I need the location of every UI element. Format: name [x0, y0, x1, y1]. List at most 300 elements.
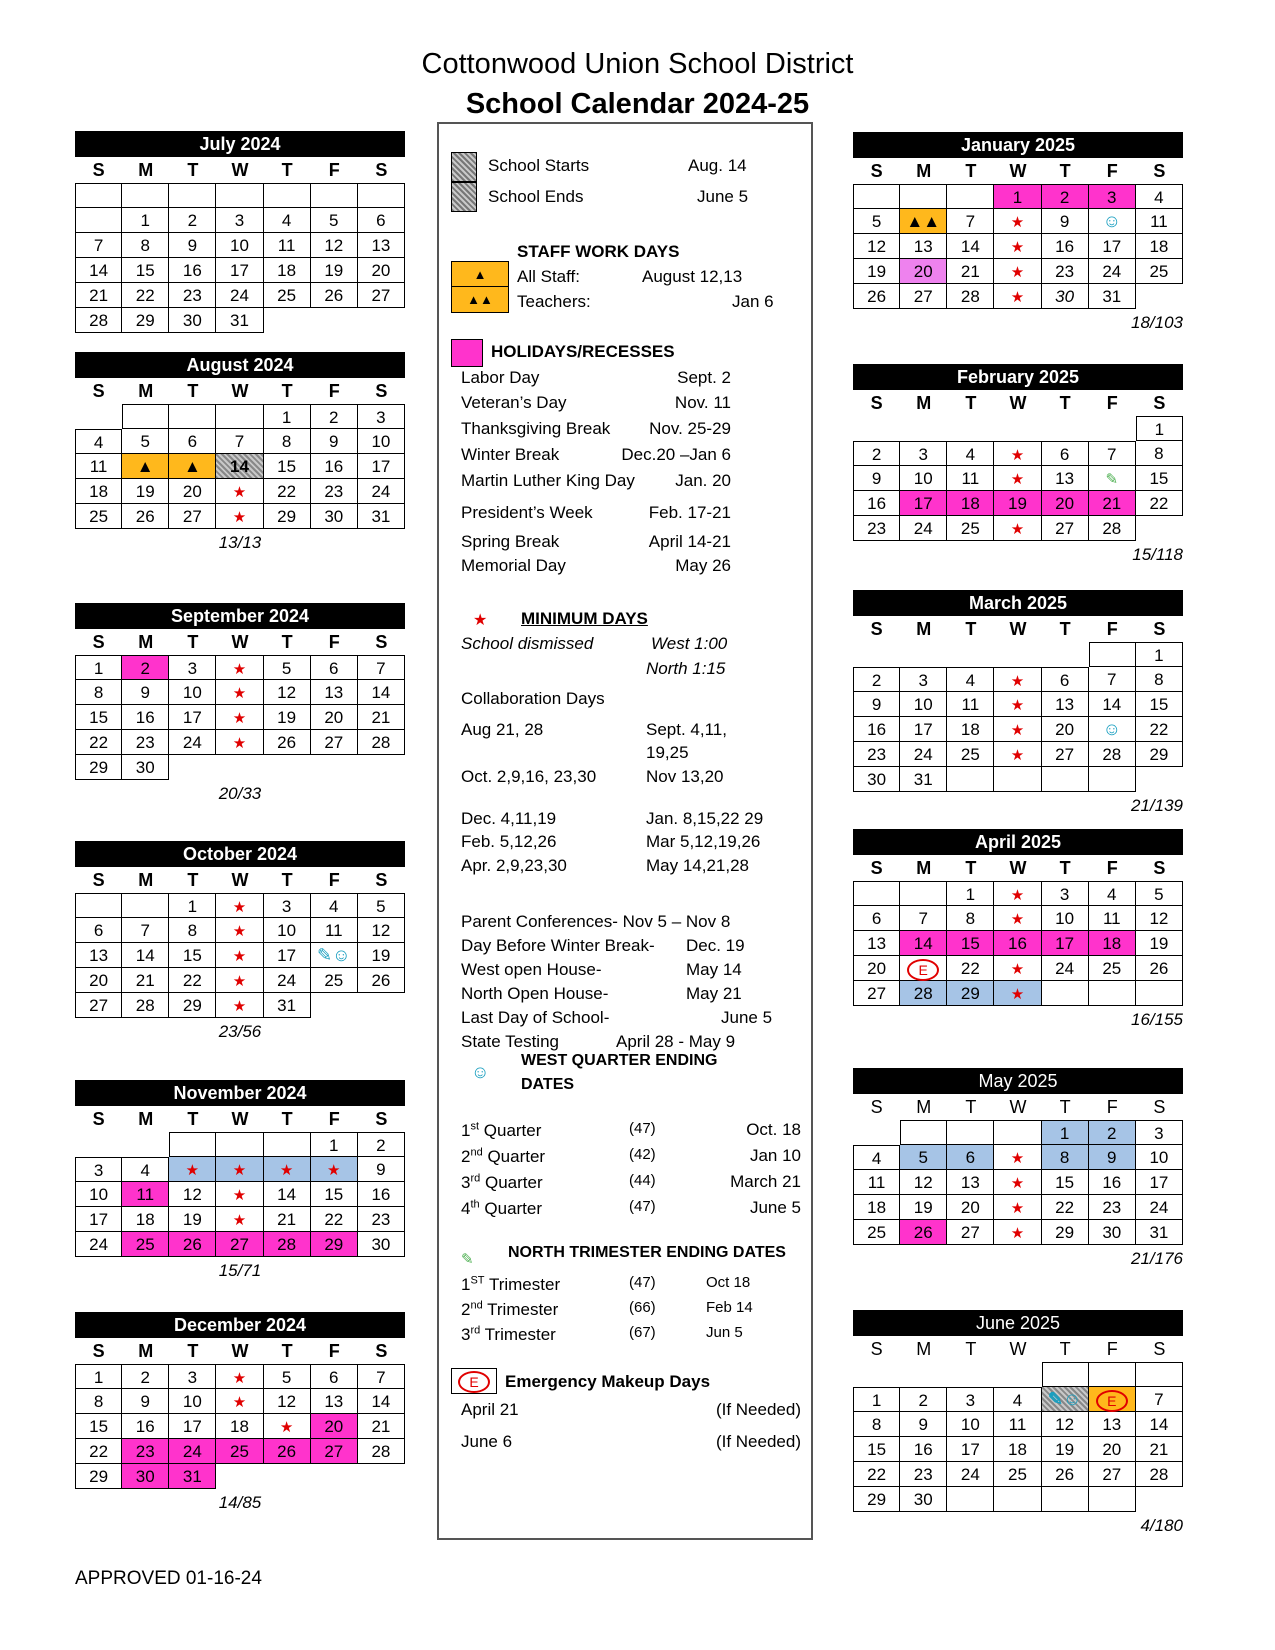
day-cell — [1136, 416, 1183, 441]
day-cell — [169, 283, 216, 308]
weekday-label: F — [328, 1341, 340, 1361]
weekday-label: F — [328, 632, 340, 652]
day-cell — [311, 1232, 358, 1257]
day-cell — [216, 308, 263, 333]
day-number: 1 — [965, 885, 976, 904]
day-number: 4 — [281, 211, 292, 230]
day-cell — [1042, 209, 1089, 234]
day-cell — [900, 516, 947, 541]
day-cell — [122, 730, 169, 755]
day-number: 15 — [1149, 695, 1169, 714]
event-name: North Open House- — [461, 984, 609, 1003]
day-cell — [358, 680, 405, 705]
day-cell — [900, 234, 947, 259]
day-number: 19 — [182, 1210, 202, 1229]
day-number: 21 — [371, 1417, 391, 1436]
trimester-word: Trimester — [487, 1299, 559, 1319]
day-cell — [122, 893, 169, 918]
day-number: 3 — [93, 1161, 104, 1180]
minimum-day-star-icon: ★ — [232, 1370, 247, 1387]
event-date: May 21 — [686, 984, 742, 1003]
day-number: 1 — [871, 1391, 882, 1410]
school-starts-label: School Starts — [488, 156, 590, 175]
empty-slot — [358, 1464, 405, 1489]
weekday-label: T — [1059, 1339, 1071, 1359]
days-count: 23/56 — [218, 1022, 262, 1041]
day-number: 28 — [89, 311, 109, 330]
event-row — [461, 912, 801, 932]
day-number: 22 — [867, 1465, 887, 1484]
day-number: 27 — [960, 1223, 980, 1242]
day-number: 19 — [867, 262, 887, 281]
day-cell — [1089, 717, 1136, 742]
minimum-days-title: MINIMUM DAYS — [521, 609, 648, 628]
day-cell — [947, 209, 994, 234]
quarter-date: June 5 — [749, 1198, 801, 1217]
day-number: 8 — [871, 1415, 882, 1434]
day-number: 4 — [140, 1161, 150, 1180]
day-cell — [311, 429, 358, 454]
day-cell — [994, 956, 1041, 981]
event-name: Parent Conferences- Nov 5 – Nov 8 — [461, 912, 731, 931]
weekday-label: S — [870, 858, 883, 878]
weekday-header — [75, 1106, 405, 1132]
day-cell — [311, 1389, 358, 1414]
day-number: 23 — [1055, 262, 1075, 281]
weekday-label: T — [281, 870, 293, 890]
day-number: 5 — [871, 212, 882, 231]
day-cell — [122, 705, 169, 730]
day-cell — [994, 209, 1041, 234]
quarter-label — [461, 1199, 542, 1218]
day-number: 25 — [1008, 1465, 1027, 1484]
weekday-label: S — [870, 1097, 883, 1117]
day-cell — [1089, 441, 1136, 466]
day-number: 21 — [960, 262, 980, 281]
day-cell — [75, 1464, 122, 1489]
day-cell — [216, 183, 263, 208]
holiday-row — [461, 556, 791, 576]
day-number: 15 — [89, 1417, 109, 1436]
day-number: 5 — [281, 1368, 292, 1387]
day-cell — [122, 918, 169, 943]
minimum-day-star-icon: ★ — [1010, 887, 1025, 904]
day-cell — [358, 1389, 405, 1414]
day-cell — [853, 1462, 900, 1487]
day-cell — [75, 1207, 122, 1232]
empty-slot — [1042, 642, 1089, 667]
quarter-label — [461, 1147, 545, 1166]
event-row — [461, 960, 801, 980]
day-cell — [1089, 767, 1136, 792]
day-number: 29 — [182, 996, 202, 1015]
day-cell — [169, 1157, 216, 1182]
day-number: 29 — [1149, 745, 1169, 764]
day-cell — [169, 893, 216, 918]
month-may — [853, 1068, 1183, 1269]
empty-slot — [311, 308, 358, 333]
day-cell — [1042, 1387, 1089, 1412]
day-number: 18 — [960, 720, 980, 739]
day-cell — [358, 1414, 405, 1439]
day-number: 17 — [913, 720, 933, 739]
empty-slot — [1136, 767, 1183, 792]
day-cell — [358, 479, 405, 504]
day-number: 21 — [371, 708, 391, 727]
day-cell — [994, 1145, 1041, 1170]
school-dismissed-label: School dismissed — [461, 634, 594, 653]
day-cell — [122, 1414, 169, 1439]
collaboration-row — [461, 832, 801, 852]
day-cell — [169, 655, 216, 680]
minimum-day-star-icon: ★ — [232, 661, 247, 678]
weekday-label: F — [1106, 393, 1118, 413]
day-cell — [216, 1182, 263, 1207]
day-cell — [994, 491, 1041, 516]
day-cell — [853, 1412, 900, 1437]
weekday-label: F — [1106, 619, 1118, 639]
month-title: September 2024 — [75, 603, 405, 629]
day-cell — [122, 680, 169, 705]
month-january — [853, 132, 1183, 333]
day-cell — [853, 259, 900, 284]
day-cell — [358, 705, 405, 730]
day-cell — [216, 1132, 263, 1157]
empty-slot — [1136, 284, 1183, 309]
weekday-label: S — [92, 160, 105, 180]
day-number: 23 — [371, 1210, 391, 1229]
day-number: 29 — [1055, 1223, 1075, 1242]
trimester-days: (47) — [629, 1274, 656, 1291]
empty-slot — [947, 416, 994, 441]
day-number: 20 — [913, 262, 933, 281]
day-number: 10 — [277, 921, 297, 940]
day-cell — [994, 1437, 1041, 1462]
day-number: 18 — [230, 1417, 249, 1436]
weekday-label: F — [328, 160, 340, 180]
trimester-days: (66) — [629, 1299, 656, 1316]
day-number: 4 — [1154, 188, 1164, 207]
day-cell — [947, 516, 994, 541]
day-cell — [75, 1157, 122, 1182]
day-cell — [900, 742, 947, 767]
day-cell — [311, 1182, 358, 1207]
all-staff-date: August 12,13 — [642, 267, 743, 286]
day-number: 22 — [1149, 720, 1169, 739]
collaboration-days-title: Collaboration Days — [461, 689, 605, 708]
day-cell — [994, 667, 1041, 692]
holidays-title: HOLIDAYS/RECESSES — [491, 342, 675, 361]
day-cell — [853, 516, 900, 541]
days-count: 14/85 — [218, 1493, 262, 1512]
day-cell — [216, 918, 263, 943]
day-cell — [947, 466, 994, 491]
day-cell — [75, 918, 122, 943]
day-number: 7 — [918, 909, 928, 928]
day-number: 23 — [324, 482, 344, 501]
day-cell — [1042, 1120, 1089, 1145]
collaboration-left: Oct. 2,9,16, 23,30 — [461, 767, 597, 786]
day-cell — [169, 943, 216, 968]
day-number: 2 — [918, 1391, 928, 1410]
collaboration-right: May 14,21,28 — [646, 856, 750, 875]
month-february — [853, 364, 1183, 565]
day-number: 2 — [140, 1368, 150, 1387]
weekday-label: S — [1153, 1097, 1166, 1117]
pen-smiley-icon: ✎☺ — [1047, 1389, 1082, 1409]
day-cell — [1042, 1195, 1089, 1220]
day-number: 1 — [1154, 646, 1164, 665]
event-row — [461, 984, 801, 1004]
day-cell — [1136, 1437, 1183, 1462]
day-cell — [1042, 1487, 1089, 1512]
day-number: 24 — [182, 1442, 202, 1461]
day-cell — [216, 454, 263, 479]
weekday-label: W — [231, 1109, 249, 1129]
day-number: 25 — [89, 507, 109, 526]
day-cell — [75, 429, 122, 454]
day-cell — [216, 1389, 263, 1414]
day-cell — [947, 1120, 994, 1145]
empty-slot — [75, 404, 122, 429]
day-number: 18 — [1149, 237, 1169, 256]
empty-slot — [1136, 516, 1183, 541]
day-grid — [853, 642, 1183, 792]
day-cell — [853, 1437, 900, 1462]
day-cell — [264, 208, 311, 233]
weekday-label: S — [92, 1109, 105, 1129]
day-number: 1 — [1059, 1124, 1070, 1143]
day-cell — [900, 667, 947, 692]
day-number: 3 — [1107, 188, 1117, 207]
day-number: 9 — [871, 695, 882, 714]
day-number: 2 — [376, 1136, 386, 1155]
empty-slot — [994, 416, 1041, 441]
day-number: 15 — [277, 457, 297, 476]
day-cell — [75, 283, 122, 308]
day-cell — [311, 1132, 358, 1157]
day-cell — [1089, 667, 1136, 692]
weekday-label: T — [281, 1341, 293, 1361]
day-cell — [1089, 1362, 1136, 1387]
trimester-row — [461, 1299, 801, 1320]
day-number: 29 — [89, 1467, 109, 1486]
day-cell — [853, 1487, 900, 1512]
day-cell — [75, 1414, 122, 1439]
school-ends-date: June 5 — [697, 187, 749, 206]
west-quarter-title-line1: WEST QUARTER ENDING — [521, 1052, 718, 1069]
day-cell — [264, 404, 311, 429]
holiday-date: Feb. 17-21 — [648, 503, 731, 522]
day-cell — [264, 183, 311, 208]
day-cell — [1089, 234, 1136, 259]
day-cell — [1089, 1412, 1136, 1437]
day-cell — [1089, 1462, 1136, 1487]
day-number: 21 — [89, 286, 109, 305]
minimum-day-star-icon: ★ — [232, 973, 247, 990]
day-cell — [216, 893, 263, 918]
day-number: 23 — [1102, 1198, 1122, 1217]
day-cell — [122, 1364, 169, 1389]
day-cell — [264, 1364, 311, 1389]
weekday-label: W — [231, 870, 249, 890]
day-number: 8 — [93, 1392, 104, 1411]
weekday-label: T — [187, 632, 199, 652]
day-cell — [1136, 881, 1183, 906]
trimester-date: Jun 5 — [706, 1324, 743, 1341]
holiday-date: Nov. 11 — [674, 393, 731, 412]
day-cell — [122, 1232, 169, 1257]
day-number: 24 — [1055, 959, 1075, 978]
weekday-label: T — [281, 160, 293, 180]
day-cell — [1089, 1195, 1136, 1220]
day-cell — [122, 1207, 169, 1232]
day-number: 10 — [89, 1185, 109, 1204]
day-number: 22 — [960, 959, 980, 978]
day-cell — [358, 1364, 405, 1389]
day-number: 27 — [89, 996, 109, 1015]
trimester-word: Trimester — [484, 1324, 556, 1344]
day-cell — [1042, 516, 1089, 541]
day-number: 9 — [140, 1392, 150, 1411]
weekday-label: S — [375, 870, 388, 890]
day-number: 13 — [1055, 695, 1075, 714]
quarter-suffix: th — [470, 1198, 480, 1210]
empty-slot — [1136, 1487, 1183, 1512]
day-number: 3 — [234, 211, 245, 230]
day-cell — [122, 1389, 169, 1414]
emergency-day-icon: E — [1096, 1390, 1128, 1412]
day-number: 3 — [187, 1368, 198, 1387]
day-cell — [311, 479, 358, 504]
day-cell — [216, 680, 263, 705]
day-cell — [75, 183, 122, 208]
event-row — [461, 936, 801, 956]
day-number: 1 — [93, 659, 104, 678]
day-number: 16 — [867, 720, 887, 739]
day-number: 25 — [324, 971, 344, 990]
day-cell — [1136, 931, 1183, 956]
empty-slot — [853, 1362, 900, 1387]
day-number: 19 — [1008, 494, 1027, 513]
minimum-day-star-icon: ★ — [1010, 747, 1025, 764]
day-number: 20 — [324, 708, 344, 727]
day-number: 26 — [135, 507, 155, 526]
day-cell — [947, 767, 994, 792]
day-cell — [122, 504, 169, 529]
minimum-day-star-icon: ★ — [1010, 673, 1025, 690]
days-count: 21/176 — [1131, 1249, 1183, 1268]
day-grid — [75, 1364, 405, 1489]
holiday-date: May 26 — [675, 556, 731, 575]
weekday-label: M — [138, 870, 154, 890]
day-cell — [169, 1364, 216, 1389]
day-number: 26 — [277, 733, 297, 752]
weekday-label: M — [138, 1341, 154, 1361]
day-number: 12 — [277, 683, 297, 702]
day-number: 30 — [371, 1235, 391, 1254]
day-cell — [1136, 1170, 1183, 1195]
minimum-day-star-icon: ★ — [232, 484, 247, 501]
day-cell — [853, 667, 900, 692]
day-number: 14 — [371, 1392, 391, 1411]
day-cell — [216, 968, 263, 993]
day-number: 22 — [135, 286, 155, 305]
day-cell — [900, 1145, 947, 1170]
day-number: 10 — [182, 683, 202, 702]
day-number: ▲ — [183, 457, 201, 476]
day-cell — [1136, 642, 1183, 667]
day-number: 18 — [1102, 934, 1122, 953]
day-number: 13 — [324, 1392, 344, 1411]
day-cell — [1042, 692, 1089, 717]
day-number: 16 — [913, 1440, 933, 1459]
weekday-label: T — [187, 1341, 199, 1361]
day-cell — [122, 755, 169, 780]
day-cell — [853, 692, 900, 717]
day-cell — [75, 258, 122, 283]
day-number: 22 — [277, 482, 297, 501]
day-number: 25 — [960, 519, 980, 538]
day-cell — [169, 208, 216, 233]
holiday-row — [461, 393, 791, 413]
day-cell — [1136, 906, 1183, 931]
day-cell — [900, 1437, 947, 1462]
weekday-label: T — [965, 858, 977, 878]
day-cell — [216, 1157, 263, 1182]
day-number: 21 — [135, 971, 155, 990]
trimester-days: (67) — [629, 1324, 656, 1341]
day-cell — [994, 1195, 1041, 1220]
day-cell — [994, 881, 1041, 906]
holiday-name: Spring Break — [461, 532, 560, 551]
day-number: 13 — [1055, 469, 1075, 488]
holiday-row — [461, 445, 791, 465]
day-cell — [264, 1389, 311, 1414]
weekday-label: S — [375, 1341, 388, 1361]
day-cell — [311, 183, 358, 208]
day-cell — [169, 233, 216, 258]
day-cell — [853, 491, 900, 516]
day-cell — [1042, 881, 1089, 906]
quarter-word: Quarter — [484, 1172, 543, 1192]
day-number: 28 — [960, 287, 980, 306]
day-number: 14 — [913, 934, 933, 953]
day-number: 11 — [136, 1185, 155, 1204]
day-number: 29 — [277, 507, 297, 526]
day-cell — [900, 1120, 947, 1145]
day-number: 1 — [93, 1368, 104, 1387]
event-date: Dec. 19 — [686, 936, 745, 955]
day-number: 14 — [135, 946, 155, 965]
day-cell — [853, 906, 900, 931]
minimum-day-star-icon: ★ — [232, 1394, 247, 1411]
day-cell — [1136, 1120, 1183, 1145]
trimester-suffix: nd — [470, 1299, 483, 1311]
day-cell — [264, 1132, 311, 1157]
day-number: 9 — [329, 432, 339, 451]
day-number: 30 — [182, 311, 202, 330]
day-cell — [1089, 491, 1136, 516]
collaboration-right: Jan. 8,15,22 29 — [646, 809, 764, 828]
day-grid — [853, 1362, 1183, 1512]
holiday-date: April 14-21 — [648, 532, 731, 551]
quarter-number: 2 — [461, 1146, 471, 1166]
day-grid — [853, 1120, 1183, 1245]
quarter-suffix: st — [470, 1120, 480, 1132]
day-number: 25 — [1149, 262, 1169, 281]
smiley-icon: ☺ — [471, 1062, 490, 1082]
